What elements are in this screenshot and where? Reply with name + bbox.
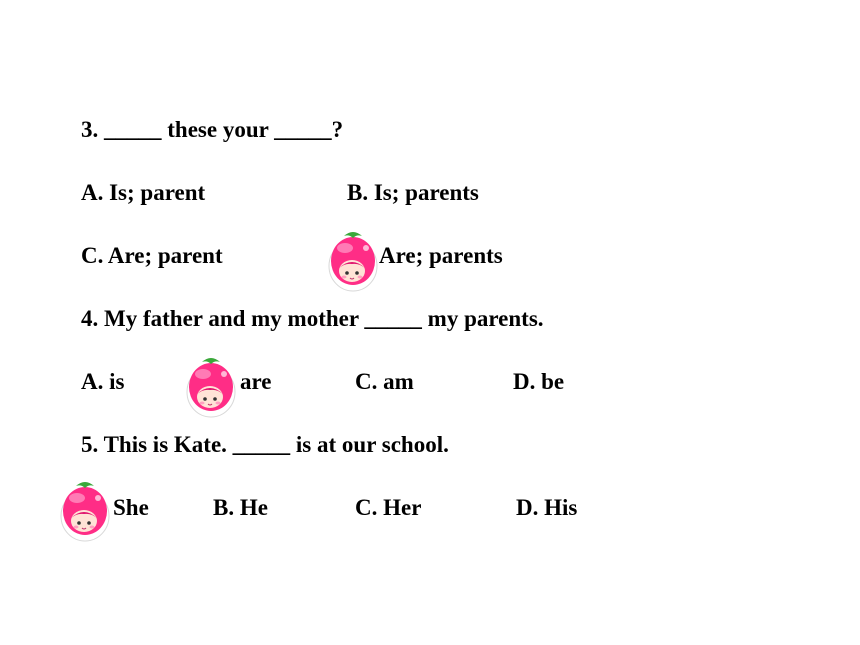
strawberry-girl-icon [185,352,237,418]
question-5-option-b[interactable]: B. He [213,495,268,520]
strawberry-girl-drawing [185,352,237,418]
question-5-stem: 5. This is Kate. _____ is at our school. [81,432,449,457]
question-3-stem: 3. _____ these your _____? [81,117,344,142]
question-4-option-d[interactable]: D. be [513,369,565,394]
question-4-stem: 4. My father and my mother _____ my parents. [81,306,544,331]
question-3-option-a[interactable]: A. Is; parent [81,180,206,205]
strawberry-girl-drawing [59,476,111,542]
question-4-option-a[interactable]: A. is [81,369,125,394]
question-5-option-c[interactable]: C. Her [355,495,422,520]
strawberry-girl-icon [327,226,379,292]
question-4-option-c[interactable]: C. am [355,369,414,394]
strawberry-girl-drawing [327,226,379,292]
strawberry-girl-icon [59,476,111,542]
question-4-option-b[interactable]: are [240,369,272,394]
question-5-option-a[interactable]: She [113,495,149,520]
question-5-option-d[interactable]: D. His [516,495,578,520]
question-3-option-d[interactable]: Are; parents [379,243,503,268]
question-3-option-c[interactable]: C. Are; parent [81,243,223,268]
question-3-option-b[interactable]: B. Is; parents [347,180,479,205]
